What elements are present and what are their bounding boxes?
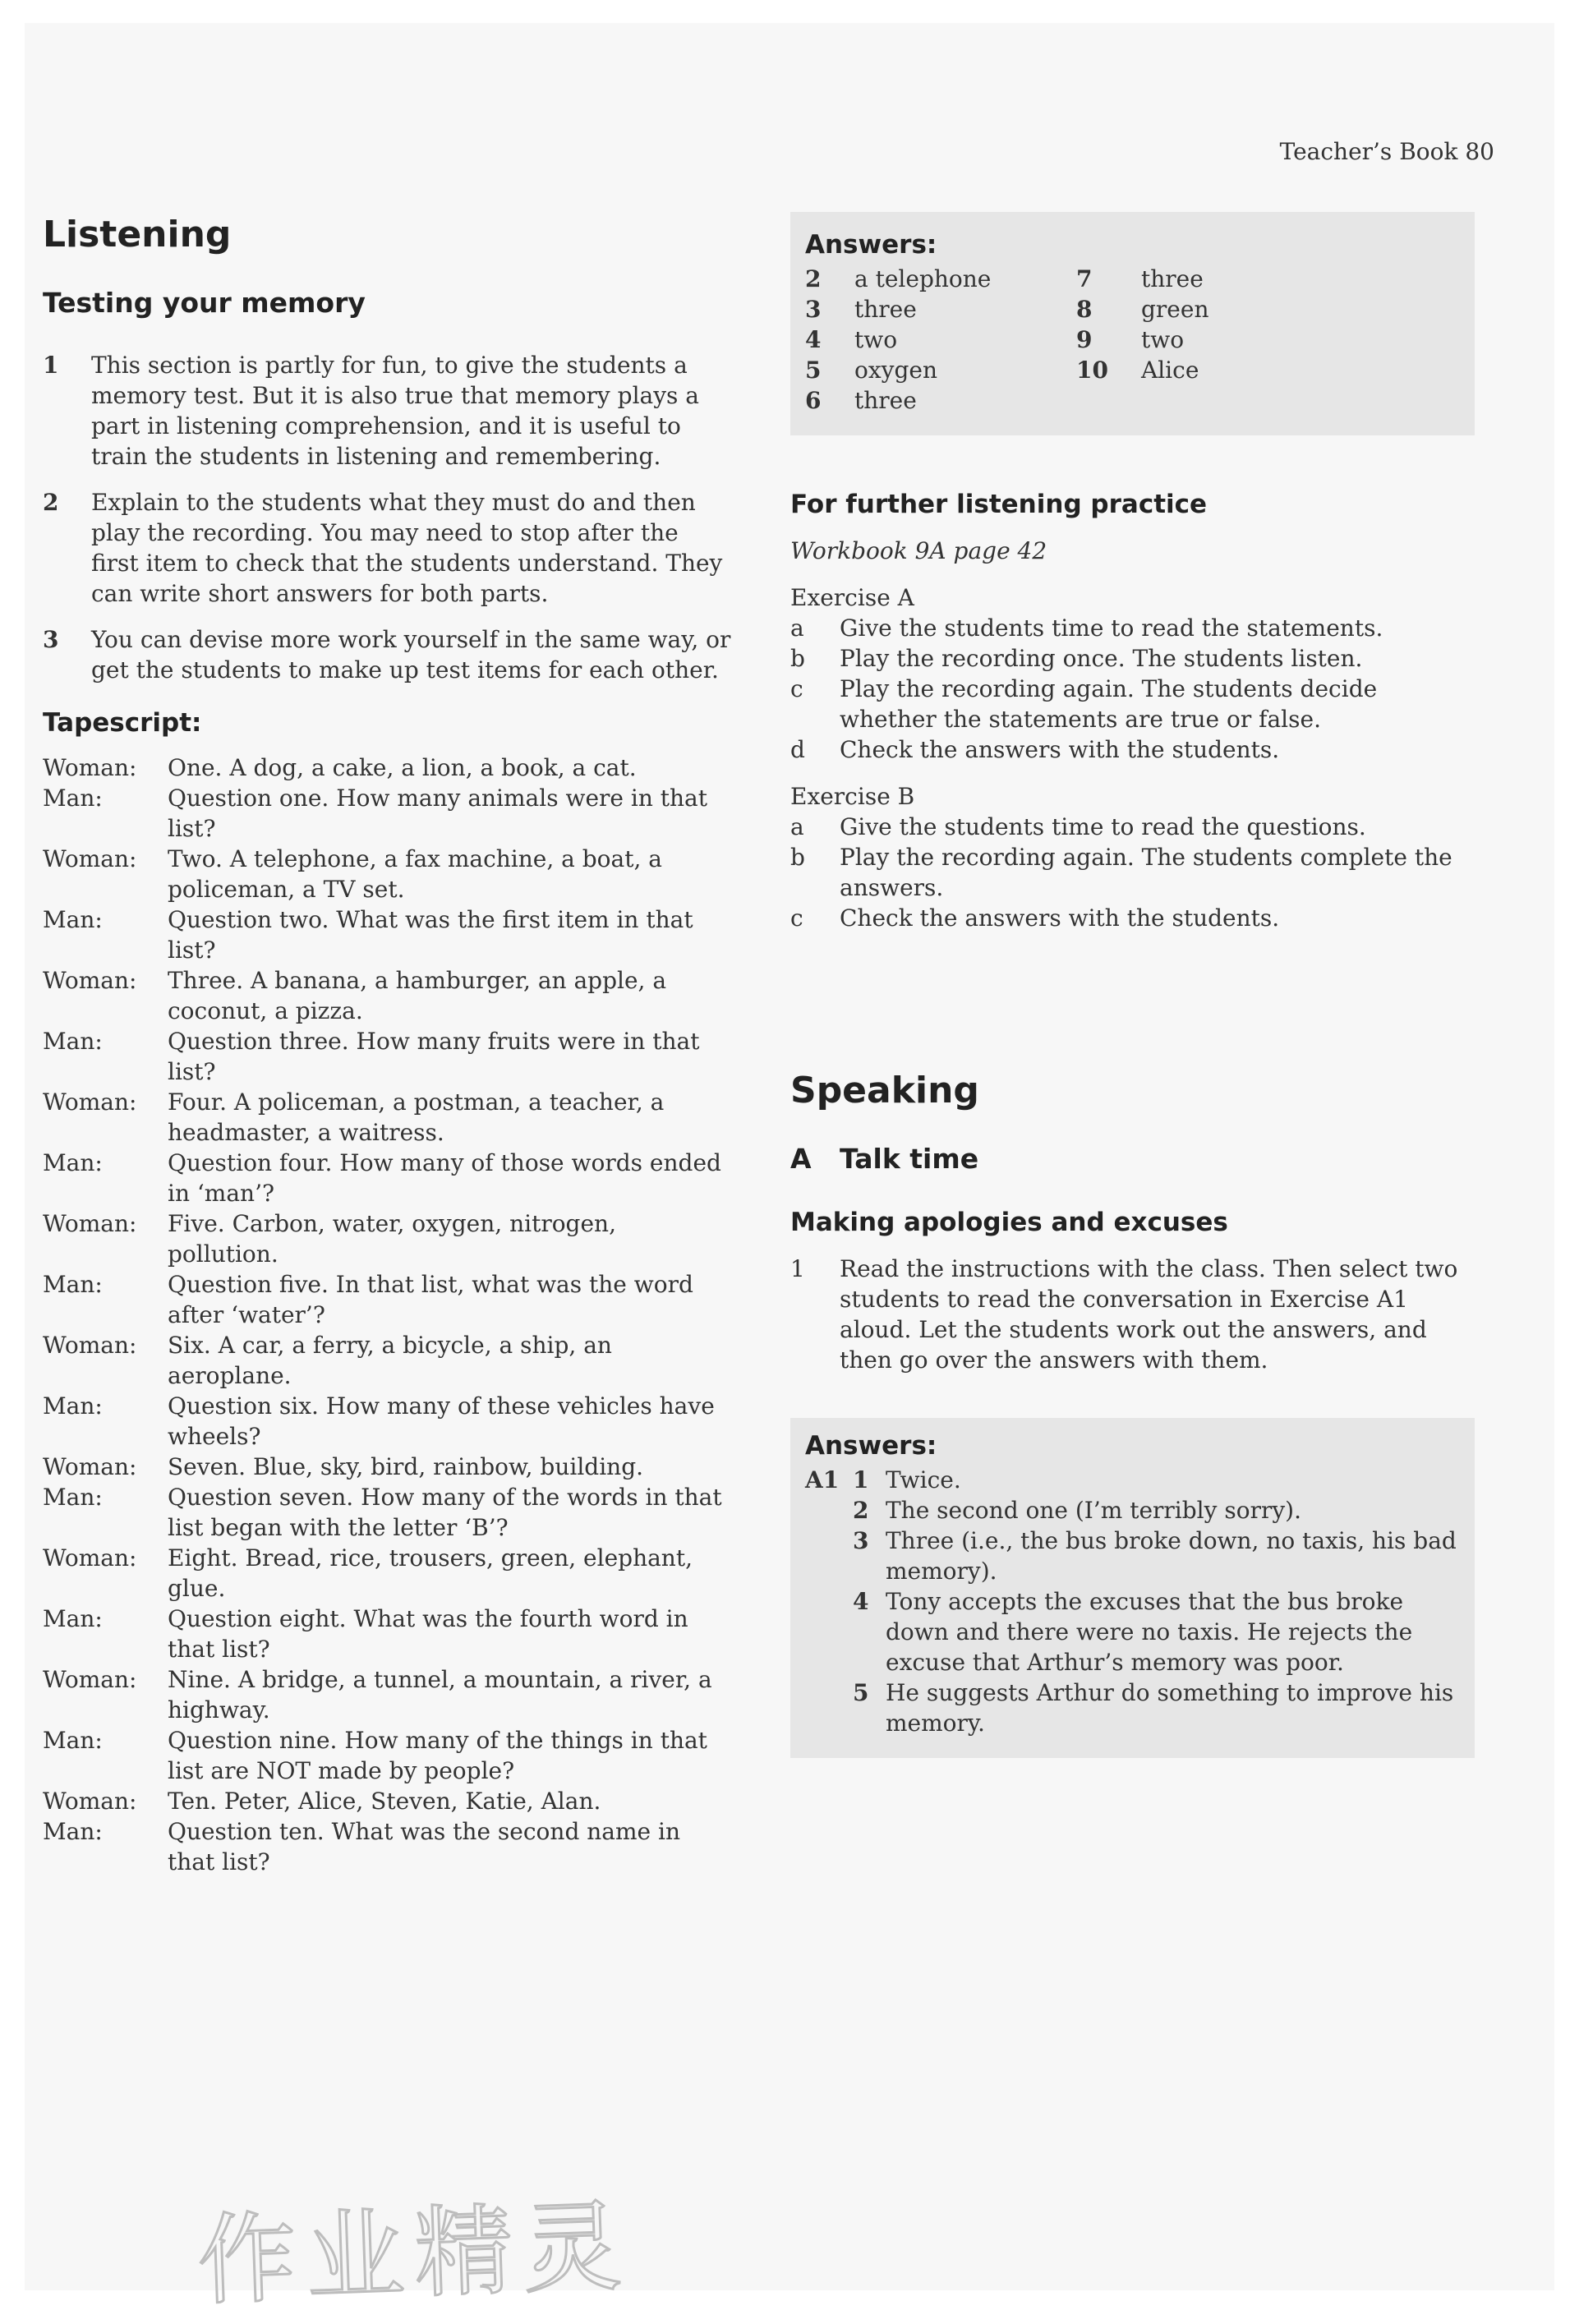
talk-time-heading <box>790 1143 1475 1175</box>
left-column <box>43 214 733 1877</box>
list-item: a Give the students time to read the questions. <box>790 813 1366 840</box>
speaking-answers-box <box>790 1418 1475 1758</box>
list-item: c Play the recording again. The students decide whether the statements are true or false. <box>790 675 1378 733</box>
answer-row: 6 three <box>805 387 917 414</box>
tapescript-line: Man: Question five. In that list, what was the word after ‘water’? <box>43 1271 693 1328</box>
tapescript-line: Man: Question nine. How many of the things in that list are NOT made by people? <box>43 1727 707 1784</box>
tapescript-line: Man: Question four. How many of those words ended in ‘man’? <box>43 1149 721 1207</box>
answers-grid <box>805 264 1460 416</box>
workbook-reference: Workbook 9A page 42 <box>790 537 1047 564</box>
exercise-b-list <box>790 812 1475 933</box>
answer-row: 4 two <box>805 326 898 353</box>
listening-subtitle: Testing your memory <box>43 287 366 319</box>
list-item: b Play the recording again. The students complete the answers. <box>790 844 1452 901</box>
speaking-title: Speaking <box>790 1070 979 1111</box>
right-column <box>790 212 1475 1758</box>
tapescript-line: Woman: Seven. Blue, sky, bird, rainbow, building. <box>43 1453 644 1480</box>
answer-row: 3 three <box>805 296 917 323</box>
tapescript-line: Woman: Ten. Peter, Alice, Steven, Katie, Alan. <box>43 1788 601 1815</box>
list-item: a Give the students time to read the statements. <box>790 614 1383 642</box>
listening-title: Listening <box>43 214 232 255</box>
tapescript-line: Man: Question six. How many of these vehicles have wheels? <box>43 1392 715 1450</box>
list-item: 5 He suggests Arthur do something to improve his memory. <box>853 1679 1454 1737</box>
tapescript-line: Woman: Eight. Bread, rice, trousers, green, elephant, glue. <box>43 1544 693 1602</box>
tapescript-line: Man: Question three. How many fruits were in that list? <box>43 1028 700 1085</box>
tapescript-line: Woman: One. A dog, a cake, a lion, a book, a cat. <box>43 754 637 781</box>
answer-row: 9 two <box>1076 326 1185 353</box>
tapescript-line: Man: Question eight. What was the fourth word in that list? <box>43 1605 688 1663</box>
answer-row: 7 three <box>1076 265 1204 292</box>
exercise-a-title: Exercise A <box>790 584 914 611</box>
list-item: 4 Tony accepts the excuses that the bus broke down and there were no taxis. He rejects the excuse that Arthur’s memory was poor. <box>853 1588 1413 1676</box>
tapescript-line: Woman: Five. Carbon, water, oxygen, nitrogen, pollution. <box>43 1210 616 1268</box>
listening-answers-box <box>790 212 1475 435</box>
answers-title: Answers: <box>805 1431 937 1461</box>
list-item: 3 Three (i.e., the bus broke down, no taxis, his bad memory). <box>853 1527 1457 1585</box>
a1-answers <box>805 1465 1460 1738</box>
exercise-b-title: Exercise B <box>790 783 915 810</box>
list-item: c Check the answers with the students. <box>790 904 1280 932</box>
watermark-logo: 作业精灵 <box>196 2189 633 2320</box>
tapescript-line: Woman: Three. A banana, a hamburger, an apple, a coconut, a pizza. <box>43 967 667 1024</box>
list-item: A1 1 Twice. <box>805 1466 961 1493</box>
answer-row: 2 a telephone <box>805 265 992 292</box>
answer-row: 5 oxygen <box>805 357 937 384</box>
tapescript-line: Man: Question ten. What was the second name in that list? <box>43 1818 680 1875</box>
tapescript <box>43 752 733 1877</box>
tapescript-line: Man: Question seven. How many of the words in that list began with the letter ‘B’? <box>43 1484 722 1541</box>
list-item: 2 Explain to the students what they must do and then play the recording. You may need to stop after the first item to check that the students understand. They can write short answers for both parts. <box>43 489 723 607</box>
listening-steps <box>43 350 733 685</box>
tapescript-line: Woman: Four. A policeman, a postman, a teacher, a headmaster, a waitress. <box>43 1088 665 1146</box>
tapescript-line: Woman: Two. A telephone, a fax machine, a boat, a policeman, a TV set. <box>43 845 662 903</box>
list-item: b Play the recording once. The students listen. <box>790 645 1363 672</box>
answer-row: 10 Alice <box>1076 357 1199 384</box>
tapescript-line: Man: Question one. How many animals were in that list? <box>43 785 707 842</box>
list-item: 2 The second one (I’m terribly sorry). <box>853 1497 1301 1524</box>
answer-row: 8 green <box>1076 296 1209 323</box>
page-label: Teacher’s Book 80 <box>1279 138 1494 165</box>
list-item: 3 You can devise more work yourself in the same way, or get the students to make up test items for each other. <box>43 626 731 683</box>
tapescript-line: Woman: Nine. A bridge, a tunnel, a mountain, a river, a highway. <box>43 1666 712 1723</box>
speaking-subtitle: Making apologies and excuses <box>790 1208 1228 1237</box>
list-item: 1 This section is partly for fun, to give the students a memory test. But it is also true that memory plays a part in listening comprehension, and it is useful to train the students in listening and remembering. <box>43 352 700 470</box>
tapescript-line: Woman: Six. A car, a ferry, a bicycle, a ship, an aeroplane. <box>43 1332 612 1389</box>
list-item: d Check the answers with the students. <box>790 736 1280 763</box>
section-letter: A <box>790 1143 812 1175</box>
exercise-a-list <box>790 613 1475 765</box>
section-title: Talk time <box>840 1143 979 1175</box>
further-practice-title: For further listening practice <box>790 490 1208 519</box>
tapescript-title: Tapescript: <box>43 708 202 738</box>
answers-title: Answers: <box>805 230 937 260</box>
tapescript-line: Man: Question two. What was the first item in that list? <box>43 906 693 964</box>
speaking-step: 1 Read the instructions with the class. Then select two students to read the conversation in Exercise A1 aloud. Let the students work out the answers, and then go over the answers with them. <box>790 1255 1458 1374</box>
